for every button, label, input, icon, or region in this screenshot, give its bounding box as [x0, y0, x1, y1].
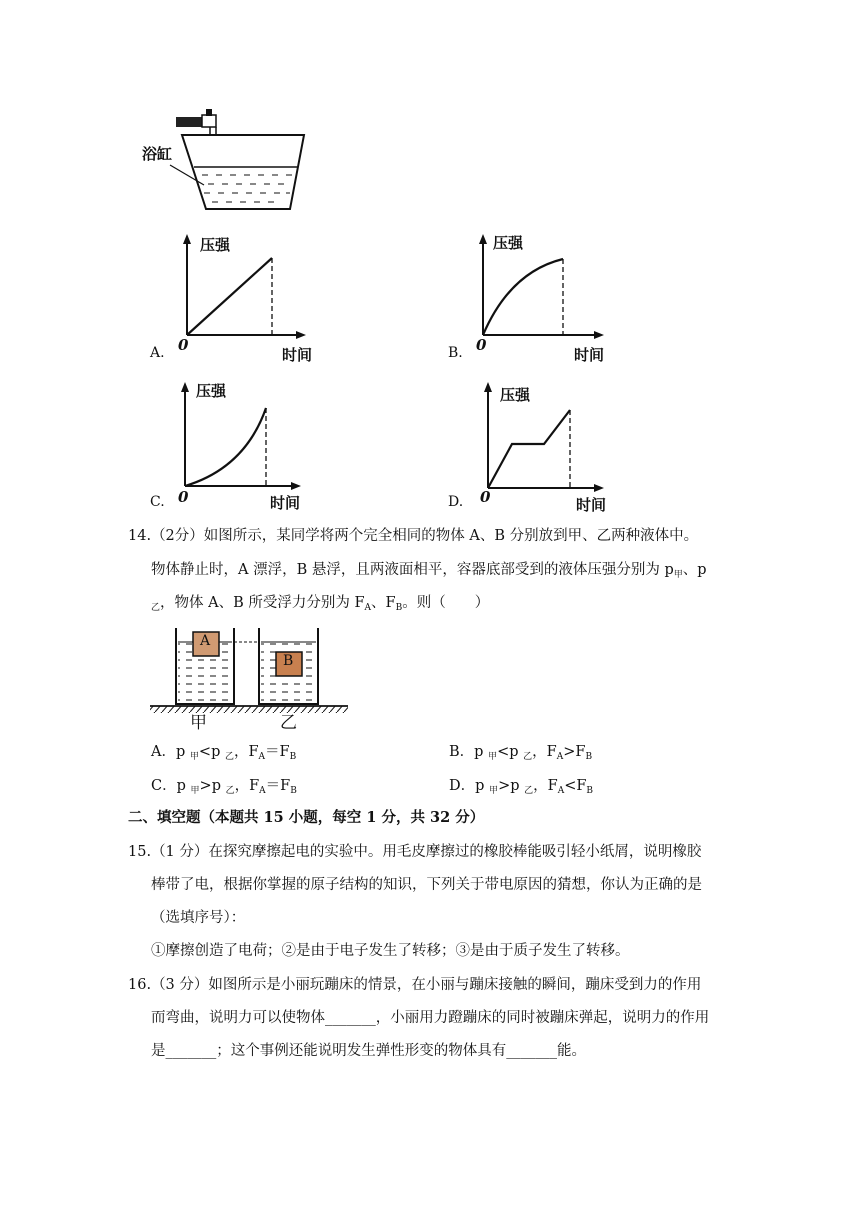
- q16-line3: 是_______；这个事例还能说明发生弹性形变的物体具有_______能。: [151, 1043, 586, 1059]
- section-2-title: 二、填空题（本题共 15 小题，每空 1 分，共 32 分）: [128, 809, 485, 826]
- q14-option-b[interactable]: B．p $_甲$<p $_乙$，$F_A>F_B$: [449, 744, 593, 762]
- graph-d-y-label: 压强: [500, 386, 531, 404]
- graph-c-x-label: 时间: [270, 494, 301, 512]
- graph-a: [150, 232, 320, 367]
- curve-linear: [187, 258, 272, 335]
- graph-c: [150, 378, 320, 513]
- q14-option-d[interactable]: D．p $_甲$>p $_乙$，$F_A<F_B$: [449, 778, 594, 796]
- ground-hatch: [150, 706, 348, 713]
- graph-a-x-label: 时间: [282, 346, 313, 364]
- q16-line1: 16.（3 分）如图所示是小丽玩蹦床的情景，在小丽与蹦床接触的瞬间，蹦床受到力的作用: [128, 977, 702, 993]
- curve-piecewise: [488, 410, 570, 488]
- graph-b: [448, 232, 618, 367]
- container-left-label: 甲: [190, 713, 207, 733]
- q14-option-a[interactable]: A．p $_甲$<p $_乙$，$F_A=F_B$: [151, 744, 297, 762]
- graph-b-origin: 0: [476, 336, 487, 354]
- q14-line2: 物体静止时，A 漂浮，B 悬浮，且两液面相平，容器底部受到的液体压强分别为 $p_甲$、p: [151, 562, 707, 580]
- bathtub-label: 浴缸: [142, 145, 173, 163]
- graph-a-origin: 0: [178, 336, 189, 354]
- graph-d-x-label: 时间: [576, 496, 607, 514]
- option-c-label: C.: [150, 494, 165, 510]
- option-d-label: D.: [448, 494, 464, 510]
- graph-d-origin: 0: [480, 488, 491, 506]
- q16-line2: 而弯曲，说明力可以使物体_______，小丽用力蹬蹦床的同时被蹦床弹起，说明力的作用: [151, 1010, 710, 1026]
- block-a-label: A: [200, 633, 211, 649]
- q14-line1: 14.（2分）如图所示，某同学将两个完全相同的物体 A、B 分别放到甲、乙两种液体中。: [128, 528, 699, 544]
- q15-line3: （选填序号）：: [151, 910, 246, 926]
- q14-option-c[interactable]: C．p $_甲$>p $_乙$，$F_A=F_B$: [151, 778, 297, 796]
- curve-concave-down: [483, 259, 563, 335]
- block-b-label: B: [283, 653, 294, 669]
- faucet-handle: [176, 117, 202, 127]
- graph-d: [448, 378, 618, 513]
- bathtub-figure: [140, 105, 310, 215]
- containers-figure: [148, 624, 353, 732]
- graph-b-x-label: 时间: [574, 346, 605, 364]
- faucet-body: [202, 115, 216, 127]
- graph-c-origin: 0: [178, 488, 189, 506]
- tub-outline: [182, 135, 304, 209]
- graph-a-y-label: 压强: [200, 236, 231, 254]
- q15-line1: 15.（1 分）在探究摩擦起电的实验中。用毛皮摩擦过的橡胶棒能吸引轻小纸屑，说明橡胶: [128, 844, 702, 860]
- curve-concave-up: [185, 408, 266, 486]
- q15-line2: 棒带了电，根据你掌握的原子结构的知识，下列关于带电原因的猜想，你认为正确的是: [151, 877, 702, 893]
- q14-line3: $_乙$，物体 A、B 所受浮力分别为 $F_A$、$F_B$。则（ ）: [151, 595, 490, 613]
- graph-c-y-label: 压强: [196, 382, 227, 400]
- graph-b-y-label: 压强: [493, 234, 524, 252]
- container-right-label: 乙: [280, 713, 297, 733]
- option-b-label: B.: [448, 345, 463, 361]
- option-a-label: A.: [150, 345, 165, 361]
- q15-line4: ①摩擦创造了电荷；②是由于电子发生了转移；③是由于质子发生了转移。: [151, 943, 630, 959]
